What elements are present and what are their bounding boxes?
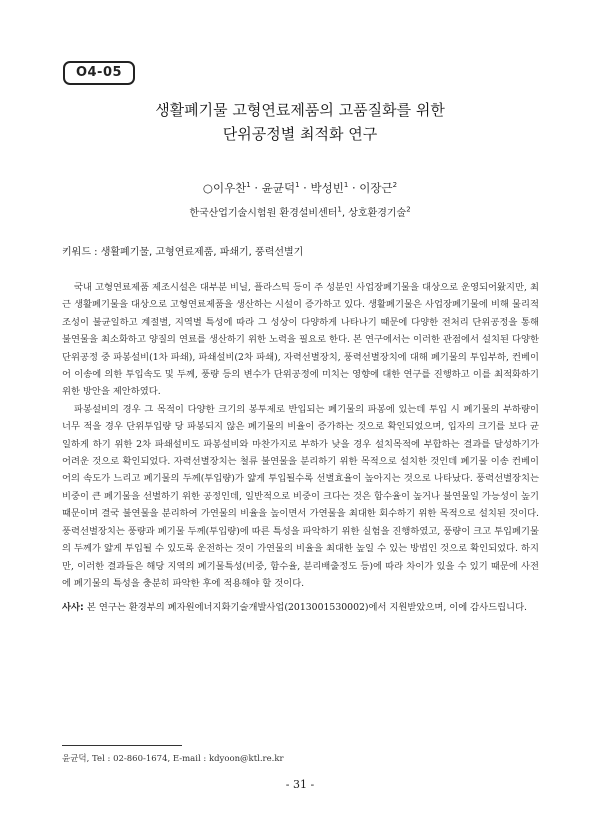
affil-mark: 1 [343,181,349,190]
author-name: 이장근 [359,181,393,195]
affiliation-separator: , [341,208,349,219]
affiliation-org: 상호환경기술 [348,208,407,219]
acknowledgement-label: 사사: [62,602,87,613]
paper-title-line-1: 생활폐기물 고형연료제품의 고품질화를 위한 [155,101,445,119]
author-separator: · [299,181,311,195]
paper-title-line-2: 단위공정별 최적화 연구 [222,125,378,143]
author-name: 박성빈 [310,181,344,195]
abstract-paragraph: 파봉설비의 경우 그 목적이 다양한 크기의 봉투제로 반입되는 폐기물의 파봉에 있는데 투입 시 폐기물의 부하량이 너무 적을 경우 단위투입량 당 파봉되지 않은 폐기물의 비율이 증가하는 것으로 확인되었으며, 입자의 크기를 보다 균일하게 하기 위한 2차 파쇄설비도 파봉설비와 마찬가지로 부하가 낮을 경우 설치목적에 부합하는 결과를 달성하기가 어려운 것으로 확인되었다. 자력선별장치는 철류 불연물을 분리하기 위한 목적으로 설치한 것인데 폐기물 이송 컨베이어의 속도가 느리고 폐기물의 두께(투입량)가 얇게 투입될수록 선별효율이 높아지는 것으로 나타났다. 풍력선별장치는 비중이 큰 폐기물을 선별하기 위한 공정인데, 일반적으로 비중이 크다는 것은 함수율이 높거나 불연물일 가능성이 높기 때문이며 결국 불연물을 분리하여 가연물의 비율을 높이면서 가연물을 최대한 회수하기 위한 목적으로 설치된 것이다. 풍력선별장치는 풍량과 폐기물 두께(투입량)에 따른 특성을 파악하기 위한 실험을 진행하였고, 풍량이 크고 투입폐기물의 두께가 얇게 투입될 수 있도록 운전하는 것이 가연물의 비율을 최대한 높일 수 있는 방법인 것으로 확인되었다. 하지만, 이러한 결과들은 해당 지역의 폐기물특성(비중, 함수율, 분리배출정도 등)에 따라 차이가 있을 수 있기 때문에 사전에 폐기물의 특성을 충분히 파악한 후에 적용해야 할 것이다. [62,403,539,589]
affil-mark: 1 [295,181,300,190]
abstract-body [62,279,539,592]
abstract-paragraph: 국내 고형연료제품 제조시설은 대부분 비닐, 플라스틱 등이 주 성분인 사업장폐기물을 대상으로 운영되어왔지만, 최근 생활폐기물을 대상으로 고형연료제품을 생산하는 시설이 증가하고 있다. 생활폐기물은 사업장폐기물에 비해 물리적 조성이 불균일하고 계절별, 지역별 특성에 따라 그 성상이 다양하게 나타나기 때문에 다양한 전처리 단위공정을 통해 불연물을 최소화하고 양질의 연료를 생산하기 위한 노력을 필요로 한다. 본 연구에서는 이러한 관점에서 설치된 다양한 단위공정 중 파봉설비(1차 파쇄), 파쇄설비(2차 파쇄), 자력선별장치, 풍력선별장치에 대해 폐기물의 투입부하, 컨베이어 이송에 의한 투입속도 및 두께, 풍량 등의 변수가 단위공정에 미치는 영향에 대한 연구를 진행하고 이를 최적화하기 위한 방안을 제안하였다. [62,282,539,398]
page-number: - 31 - [285,778,315,791]
affil-mark: 1 [337,205,342,214]
keywords-text: 생활폐기물, 고형연료제품, 파쇄기, 풍력선별기 [100,247,304,258]
author-list [0,180,600,196]
footnote-divider [62,745,182,746]
author-name: ○이우찬 [202,181,247,195]
acknowledgement-text: 본 연구는 환경부의 폐자원에너지화기술개발사업(2013001530002)에서 지원받았으며, 이에 감사드립니다. [86,602,528,613]
author-name: 윤균덕 [261,181,296,195]
affil-mark: 2 [392,181,398,190]
affil-mark: 2 [406,205,411,214]
corresponding-author-footnote: 윤균덕, Tel : 02-860-1674, E-mail : kdyoon@ktl.re.kr [62,754,284,764]
keywords-label: 키워드 : [62,247,101,258]
session-badge: O4-05 [63,61,135,85]
keywords [62,243,542,258]
acknowledgement [62,600,542,616]
affiliation-line [0,204,600,219]
author-separator: · [250,181,262,195]
author-separator: · [348,181,360,195]
affil-mark: 1 [246,181,251,190]
affiliation-org: 한국산업기술시험원 환경설비센터 [189,208,338,219]
